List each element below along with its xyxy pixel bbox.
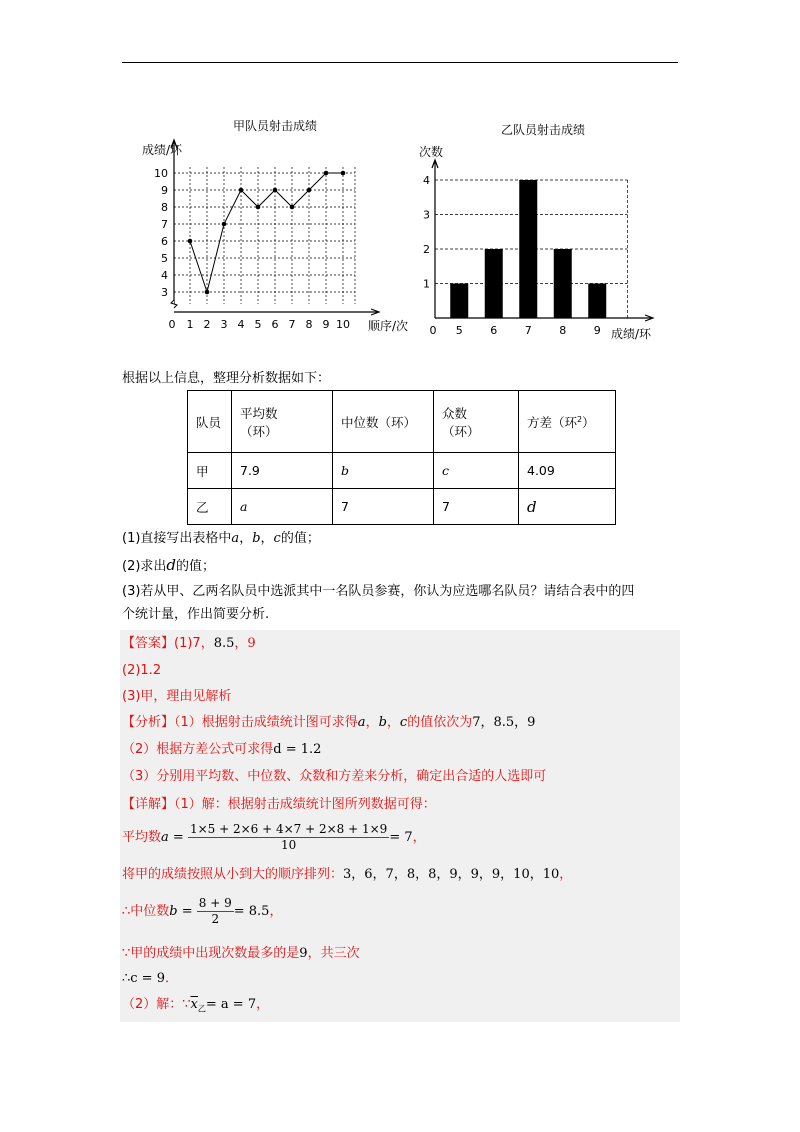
analysis-line-2: （2）根据方差公式可求得d = 1.2 [122,742,322,757]
table-row: 甲 7.9 b c 4.09 [188,453,616,489]
header-mode: 众数 （环） [434,391,519,453]
part2-line: （2）解：$\because\overline{x}_乙= a = 7$， [122,997,270,1014]
y-tick-label: 5 [161,252,168,265]
data-point [341,171,346,176]
table-header-row [188,391,616,453]
chart-jia-xlabel: 顺序/次 [368,319,409,333]
series-line [190,173,343,292]
chart-yi-svg [415,118,675,343]
header-mean: 平均数 （环） [232,391,333,453]
detail-line-1: 【详解】（1）解：根据射击成绩统计图所列数据可得： [122,797,436,812]
question-3-line2: 个统计量，作出简要分析. [122,607,270,622]
x-tick-label: 9 [593,324,601,337]
bar [519,180,537,318]
y-tick-label: 3 [423,208,430,222]
chart-jia [140,118,410,347]
y-tick-label: 4 [161,269,168,282]
x-tick-label: 5 [455,324,463,337]
mean-formula: 平均数a = $\frac{1\times 5 + 2\times 6 + 4\times 7 + 2\times 8 + 1\times 9}{10}$ = 7， [122,822,426,852]
question-1: (1)直接写出表格中a，b，c的值； [122,531,320,546]
data-point [188,239,193,244]
mode-line: ∵甲的成绩中出现次数最多的是9，共三次 [122,946,360,961]
x-tick-label: 6 [271,318,279,331]
x-tick-label: 8 [305,318,313,331]
header-variance: 方差（环$^2$） [519,391,616,453]
data-point [256,205,261,210]
question-3-line1: (3)若从甲、乙两名队员中选派其中一名队员参赛，你认为应选哪名队员？请结合表中的四 [122,584,635,599]
y-tick-label: 10 [154,167,168,180]
x-tick-label: 5 [254,318,262,331]
table-row: 乙 a 7 7 d [188,489,616,525]
axis-break-mark [171,300,177,308]
x-tick-label: 9 [322,318,330,331]
data-point [239,188,244,193]
analysis-line-3: （3）分别用平均数、中位数、众数和方差来分析，确定出合适的人选即可 [122,769,547,784]
answer-line-1: 【答案】(1)7，8.5，9 [122,636,256,651]
y-tick-label: 3 [161,286,168,299]
header-median: 中位数（环） [333,391,434,453]
chart-jia-ylabel: 成绩/环 [142,143,183,157]
intro-text: 根据以上信息，整理分析数据如下： [122,371,331,386]
data-point [205,290,210,295]
data-point [290,205,295,210]
chart-jia-title: 甲队员射击成绩 [232,119,318,133]
header-member: 队员 [188,391,232,453]
x-tick-label: 2 [203,318,211,331]
answer-line-3: (3)甲，理由见解析 [122,689,232,704]
y-tick-label: 6 [161,235,168,248]
y-tick-label: 8 [161,201,168,214]
x-tick-label: 7 [288,318,296,331]
y-tick-label: 4 [423,174,430,187]
bar [450,284,468,319]
x-tick-label: 1 [186,318,194,331]
stats-table [187,390,616,525]
chart-yi-title: 乙队员射击成绩 [500,123,586,137]
data-point [307,188,312,193]
header-rule [122,62,678,63]
y-tick-label: 1 [423,277,430,291]
chart-yi [415,118,675,347]
question-2: (2)求出d的值； [122,556,216,574]
bar [588,284,606,319]
data-point [222,222,227,227]
x-tick-label: 0 [168,318,176,331]
bar [485,249,503,318]
analysis-line-1: 【分析】（1）根据射击成绩统计图可求得a，b，c的值依次为7，8.5，9 [122,715,536,730]
c-line: ∴c = 9． [122,971,178,986]
x-tick-label: 8 [559,324,567,337]
origin-label: 0 [429,324,437,337]
y-tick-label: 7 [161,218,168,231]
x-tick-label: 7 [524,324,532,337]
data-point [324,171,329,176]
x-tick-label: 10 [336,318,350,331]
x-tick-label: 4 [237,318,245,331]
x-tick-label: 3 [220,318,228,331]
chart-yi-ylabel: 次数 [419,145,444,159]
y-tick-label: 9 [161,184,168,197]
x-tick-label: 6 [490,324,498,337]
sorted-line: 将甲的成绩按照从小到大的顺序排列：3，6，7，8，8，9，9，9，10，10， [122,867,573,882]
chart-yi-xlabel: 成绩/环 [611,327,652,341]
answer-line-2: (2)1.2 [122,663,162,678]
bar [554,249,572,318]
chart-jia-svg [140,118,410,343]
y-tick-label: 2 [423,243,430,256]
median-formula: ∴中位数b = $\frac{8 + 9}{2}$ = 8.5， [122,896,283,926]
data-point [273,188,278,193]
